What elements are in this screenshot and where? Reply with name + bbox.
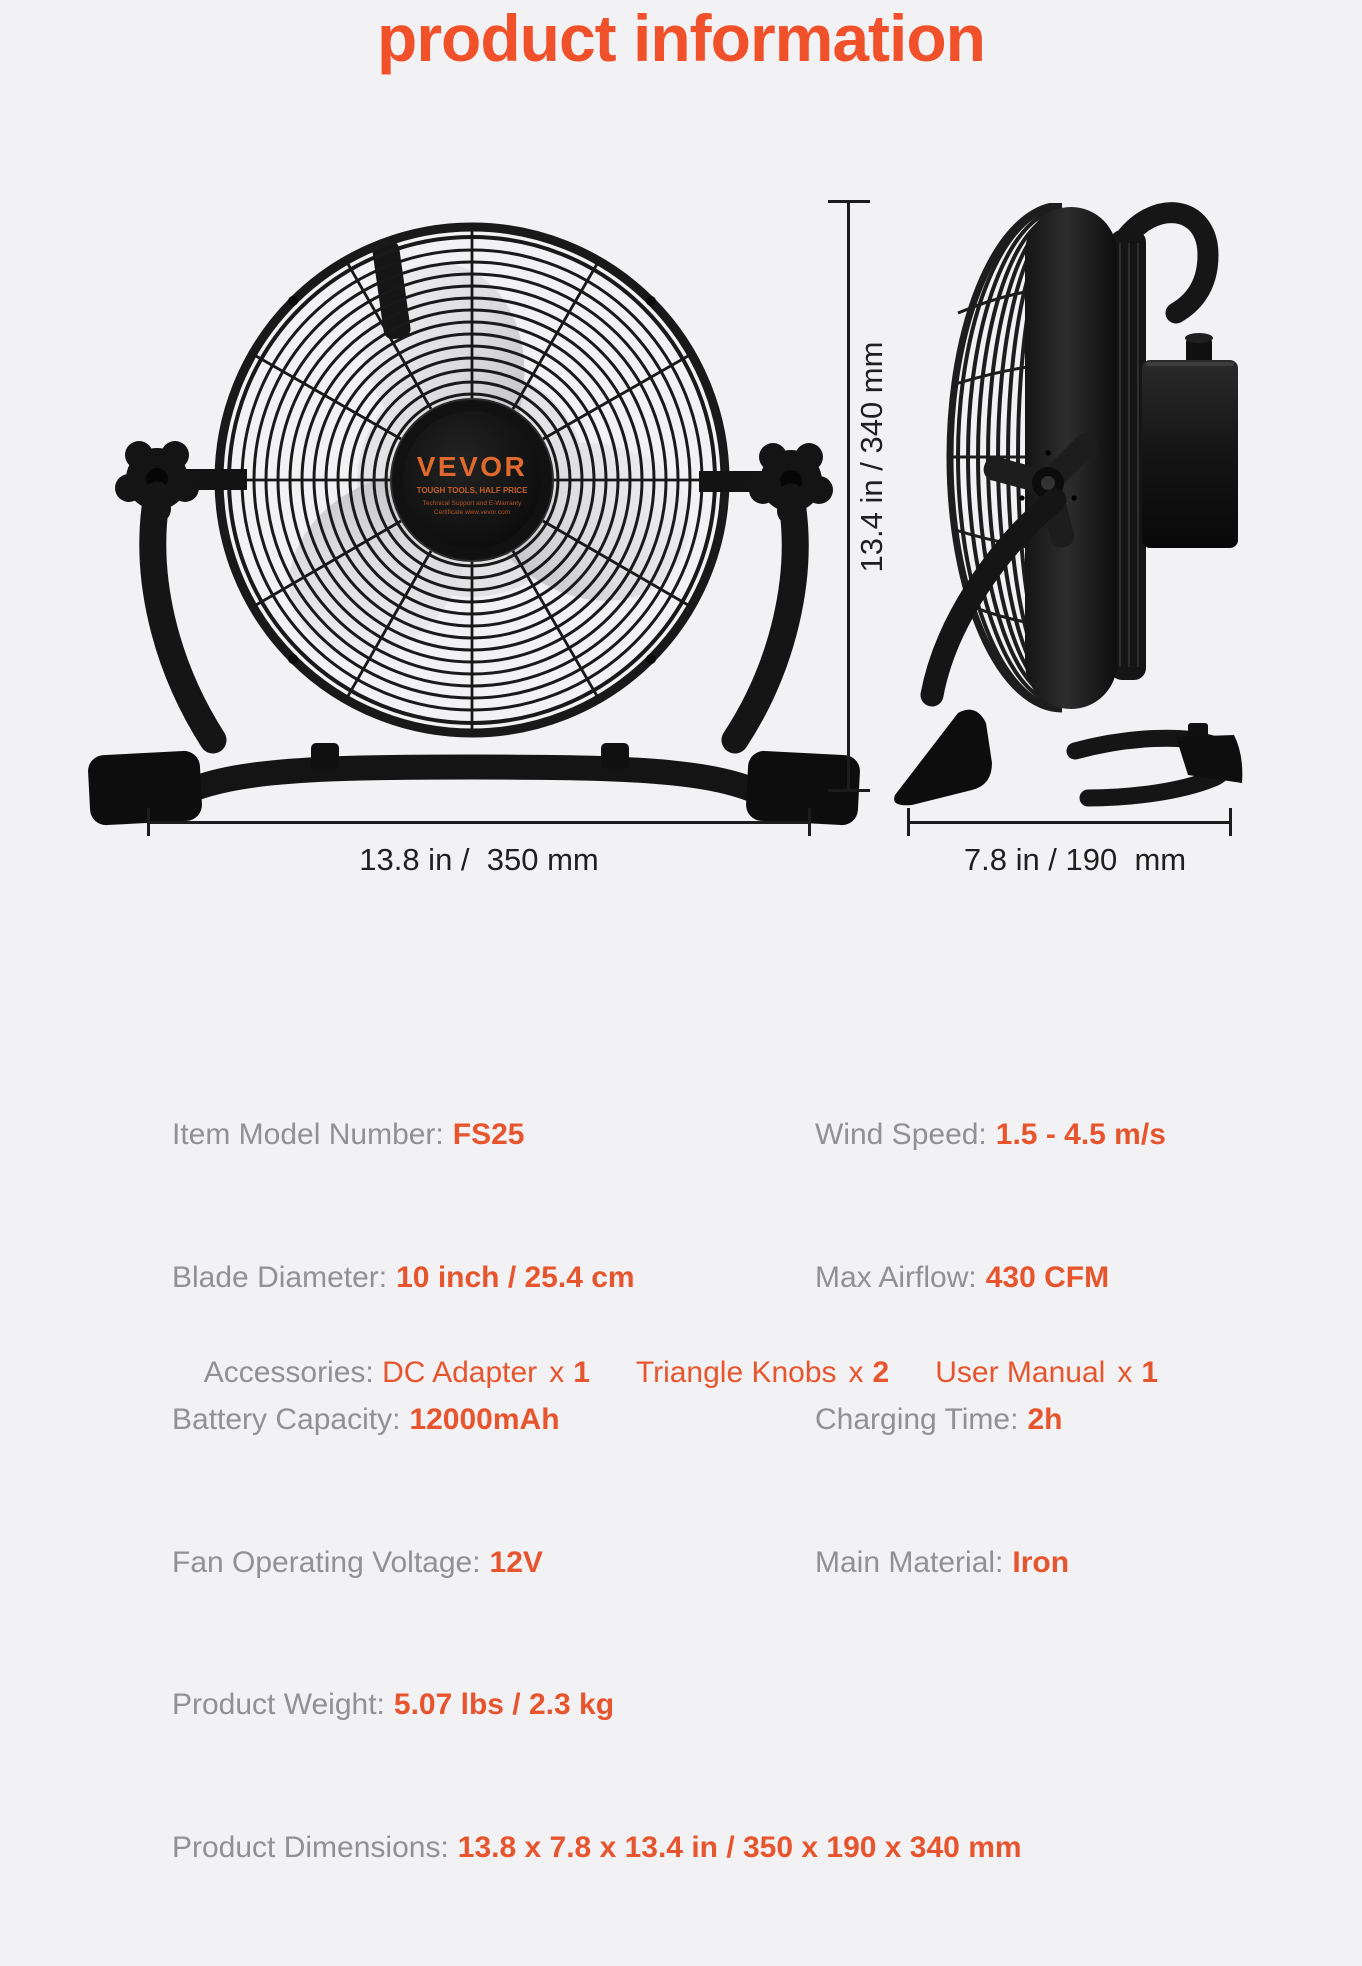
- depth-line-left-cap: [907, 808, 910, 836]
- depth-dimension-label: 7.8 in / 190 mm: [963, 842, 1187, 877]
- depth-dimension-line: [908, 821, 1231, 824]
- width-dimension-label: 13.8 in / 350 mm: [359, 842, 599, 877]
- width-line-right-cap: [808, 808, 811, 836]
- base-tube: [165, 767, 779, 803]
- accessory-triangle-knobs: Triangle Knobs x 2: [635, 1356, 890, 1389]
- height-line-top-cap: [828, 200, 870, 203]
- accessories-row: [172, 1322, 1204, 1424]
- spec-row-material: [815, 1539, 1166, 1587]
- spec-value: Iron: [1012, 1545, 1070, 1579]
- spec-value: 10 inch / 25.4 cm: [396, 1260, 635, 1294]
- spec-row-weight: [172, 1681, 1022, 1729]
- speed-knob-cap: [1185, 333, 1213, 343]
- front-view-fan-image: [95, 195, 855, 845]
- height-dimension-label: 13.4 in / 340 mm: [854, 341, 889, 573]
- spec-value: 430 CFM: [985, 1260, 1110, 1294]
- right-foot: [745, 750, 861, 826]
- base-clip-right: [601, 743, 629, 769]
- side-rear-foot: [1176, 735, 1242, 783]
- motor-housing-highlight: [1146, 362, 1234, 366]
- spec-label: Charging Time:: [815, 1403, 1019, 1436]
- spec-value: 1.5 - 4.5 m/s: [995, 1118, 1166, 1151]
- spec-label: Max Airflow:: [815, 1260, 977, 1294]
- spec-label: Blade Diameter:: [172, 1260, 388, 1294]
- spec-label: Fan Operating Voltage:: [172, 1545, 481, 1579]
- spec-value: 2h: [1027, 1403, 1063, 1436]
- hub-badge: [391, 399, 553, 561]
- spec-row-wind-speed: [815, 1111, 1166, 1159]
- left-foot: [87, 750, 203, 826]
- side-view-fan-image: [890, 195, 1262, 845]
- brand-tagline: TOUGH TOOLS, HALF PRICE: [416, 486, 528, 495]
- brand-logo: VEVOR: [416, 451, 528, 482]
- base-clip-left: [311, 743, 339, 769]
- spec-value: 12V: [489, 1545, 543, 1579]
- depth-line-right-cap: [1229, 808, 1232, 836]
- left-stand-arm: [153, 495, 213, 740]
- spec-label: Item Model Number:: [172, 1118, 444, 1151]
- spec-label: Product Dimensions:: [172, 1830, 449, 1864]
- spec-row-dimensions: [172, 1824, 1022, 1872]
- height-dimension-line: [847, 201, 850, 792]
- accessories-label: Accessories:: [203, 1356, 374, 1389]
- accessory-user-manual: User Manual x 1: [935, 1356, 1158, 1389]
- spec-row-airflow: [815, 1254, 1166, 1302]
- spec-value: 12000mAh: [409, 1403, 560, 1436]
- brand-line3: Certificate www.vevor.com: [433, 509, 511, 516]
- motor-housing: [1142, 360, 1238, 548]
- brand-line2: Technical Support and E-Warranty: [422, 500, 522, 507]
- right-stand-arm: [735, 497, 795, 740]
- spec-label: Main Material:: [815, 1545, 1004, 1579]
- height-line-bottom-cap: [828, 789, 870, 792]
- page-title: product information: [377, 1, 985, 75]
- spec-label: Product Weight:: [172, 1688, 385, 1721]
- spec-value: FS25: [452, 1118, 525, 1151]
- spec-label: Wind Speed:: [815, 1118, 987, 1151]
- spec-value: 13.8 x 7.8 x 13.4 in / 350 x 190 x 340 mm: [457, 1830, 1022, 1864]
- width-dimension-line: [148, 821, 810, 824]
- width-line-left-cap: [147, 808, 150, 836]
- spec-value: 5.07 lbs / 2.3 kg: [393, 1688, 615, 1721]
- spec-label: Battery Capacity:: [172, 1403, 401, 1436]
- accessory-dc-adapter: DC Adapter x 1: [382, 1356, 590, 1389]
- side-front-foot: [894, 710, 992, 806]
